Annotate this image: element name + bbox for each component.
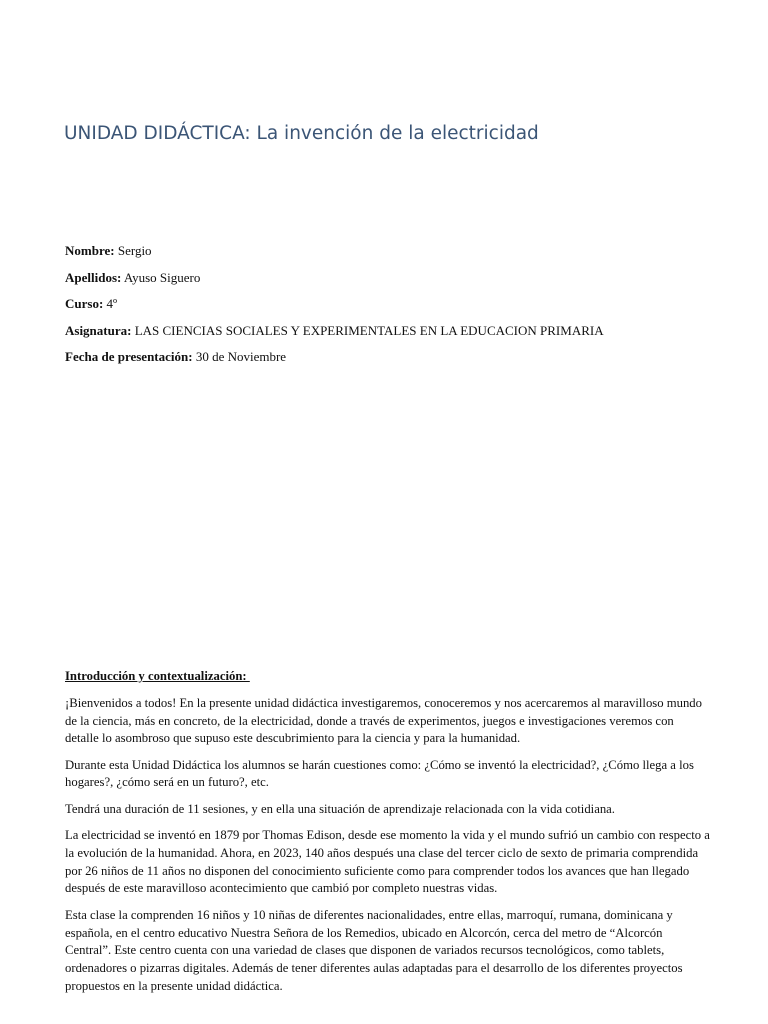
document-title: UNIDAD DIDÁCTICA: La invención de la electricidad [64, 123, 539, 144]
info-label-curso: Curso: [65, 296, 104, 311]
info-value-nombre: Sergio [117, 243, 152, 258]
section-heading: Introducción y contextualización: [65, 669, 250, 683]
info-line-nombre [65, 242, 604, 269]
info-label-nombre: Nombre: [65, 243, 115, 258]
info-value-asignatura: LAS CIENCIAS SOCIALES Y EXPERIMENTALES EN LA EDUCACION PRIMARIA [134, 322, 604, 338]
info-line-apellidos [65, 269, 604, 296]
paragraph-history: La electricidad se inventó en 1879 por Thomas Edison, desde ese momento la vida y el mundo sufrió un cambio con respecto a la evolución de la humanidad. Ahora, en 2023, 140 años después una clase del tercer ciclo de sexto de primaria comprendida por 26 niños de 11 años no disponen del conocimiento suficiente como para comprender todos los avances que han llegado después de este maravilloso acontecimiento que cambió por completo nuestras vidas. [65, 828, 710, 896]
paragraph-welcome: ¡Bienvenidos a todos! En la presente unidad didáctica investigaremos, conoceremos y nos acercaremos al maravilloso mundo de la ciencia, más en concreto, de la electricidad, donde a través de experimentos, juegos e investigaciones veremos con detalle lo asombroso que supuso este descubrimiento para la ciencia y para la humanidad. [65, 695, 702, 746]
info-label-asignatura: Asignatura: [65, 322, 132, 338]
student-info [65, 242, 604, 375]
paragraph-questions: Durante esta Unidad Didáctica los alumnos se harán cuestiones como: ¿Cómo se inventó la electricidad?, ¿Cómo llega a los hogares?, ¿cómo será en un futuro?, etc. [65, 757, 694, 790]
paragraph-class-context: Esta clase la comprenden 16 niños y 10 niñas de diferentes nacionalidades, entre ellas, marroquí, rumana, dominicana y española, en el centro educativo Nuestra Señora de los Remedios, ubicado en Alcorcón, cerca del metro de “Alcorcón Central”. Este centro cuenta con una variedad de clases que disponen de variados recursos tecnológicos, como tablets, ordenadores o pizarras digitales. Además de tener diferentes aulas adaptadas para el desarrollo de los diferentes proyectos propuestos en la presente unidad didáctica. [65, 907, 683, 993]
introduction-section [65, 668, 710, 1004]
info-value-fecha: 30 de Noviembre [195, 349, 287, 364]
info-value-curso: 4º [106, 296, 118, 311]
paragraph-duration: Tendrá una duración de 11 sesiones, y en ella una situación de aprendizaje relacionada con la vida cotidiana. [65, 801, 615, 816]
info-line-curso [65, 295, 604, 322]
info-label-fecha: Fecha de presentación: [65, 349, 193, 364]
info-line-fecha [65, 348, 604, 375]
info-value-apellidos: Ayuso Siguero [123, 269, 201, 285]
info-label-apellidos: Apellidos: [65, 269, 122, 285]
info-line-asignatura [65, 322, 604, 349]
